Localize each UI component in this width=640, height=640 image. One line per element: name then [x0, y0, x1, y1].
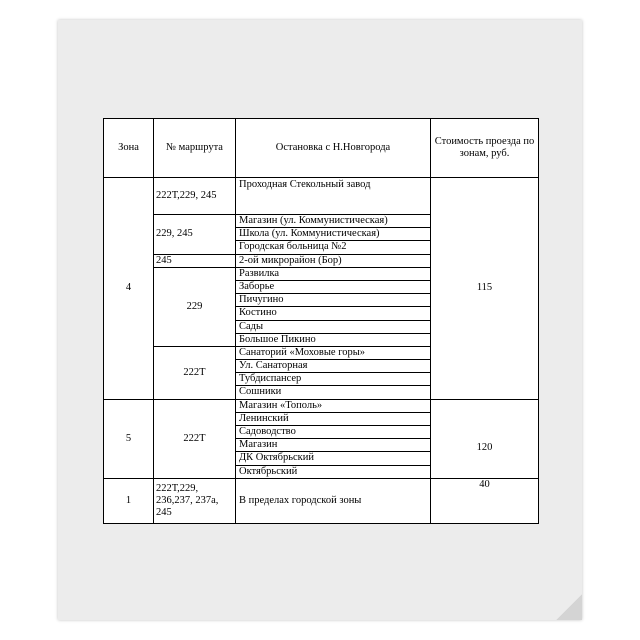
stop-name: Санаторий «Моховые горы»: [236, 347, 430, 360]
zone5-row: [104, 399, 539, 478]
stop-name: Городская больница №2: [239, 241, 347, 253]
stop-name: Костино: [236, 307, 430, 320]
fare-table: [103, 118, 539, 524]
zone-price: 120: [431, 399, 539, 478]
stop-name: Сошники: [239, 386, 282, 398]
route-numbers: 245: [154, 254, 236, 267]
stop-group: [236, 346, 431, 399]
stop-group: [236, 178, 431, 215]
route-numbers: 229: [154, 267, 236, 346]
zone-number: 4: [104, 178, 154, 400]
stop-name: Ленинский: [236, 413, 430, 426]
stop-group: [236, 254, 431, 267]
stop-name: В пределах городской зоны: [236, 478, 431, 523]
stop-name: Проходная Стекольный завод: [239, 179, 371, 190]
stop-group: [236, 399, 431, 478]
stop-name: Тубдиспансер: [236, 373, 430, 386]
stop-name: Магазин (ул. Коммунистическая): [236, 215, 430, 228]
stop-name: Пичугино: [236, 294, 430, 307]
route-numbers: 222Т,229, 236,237, 237а, 245: [154, 478, 236, 523]
zone4-row-1: [104, 178, 539, 215]
stop-name: Магазин «Тополь»: [236, 400, 430, 413]
stop-group: [236, 267, 431, 346]
stop-name: Большое Пикино: [239, 333, 316, 345]
route-numbers: 229, 245: [154, 215, 236, 255]
stop-name: ДК Октябрьский: [236, 452, 430, 465]
route-numbers: 222Т: [154, 346, 236, 399]
route-numbers: 222Т: [154, 399, 236, 478]
stop-name: Магазин: [236, 439, 430, 452]
stop-name: Школа (ул. Коммунистическая): [236, 228, 430, 241]
stop-name: Сады: [236, 321, 430, 334]
stop-name: Заборье: [236, 281, 430, 294]
zone-price: 40: [431, 478, 539, 523]
stop-group: [236, 215, 431, 255]
stop-name: Октябрьский: [239, 465, 298, 477]
zone-number: 5: [104, 399, 154, 478]
zone1-row: [104, 478, 539, 523]
stop-name: Развилка: [236, 268, 430, 281]
header-zone: Зона: [104, 119, 154, 178]
stop-name: 2-ой микрорайон (Бор): [239, 254, 342, 266]
header-route: № маршрута: [154, 119, 236, 178]
zone-number: 1: [104, 478, 154, 523]
stop-name: Ул. Санаторная: [236, 360, 430, 373]
header-price: Стоимость проезда по зонам, руб.: [431, 119, 539, 178]
header-stop: Остановка с Н.Новгорода: [236, 119, 431, 178]
header-row: [104, 119, 539, 178]
page-curl: [556, 594, 582, 620]
route-numbers: 222Т,229, 245: [154, 178, 236, 215]
stop-name: Садоводство: [236, 426, 430, 439]
zone-price: 115: [431, 178, 539, 400]
